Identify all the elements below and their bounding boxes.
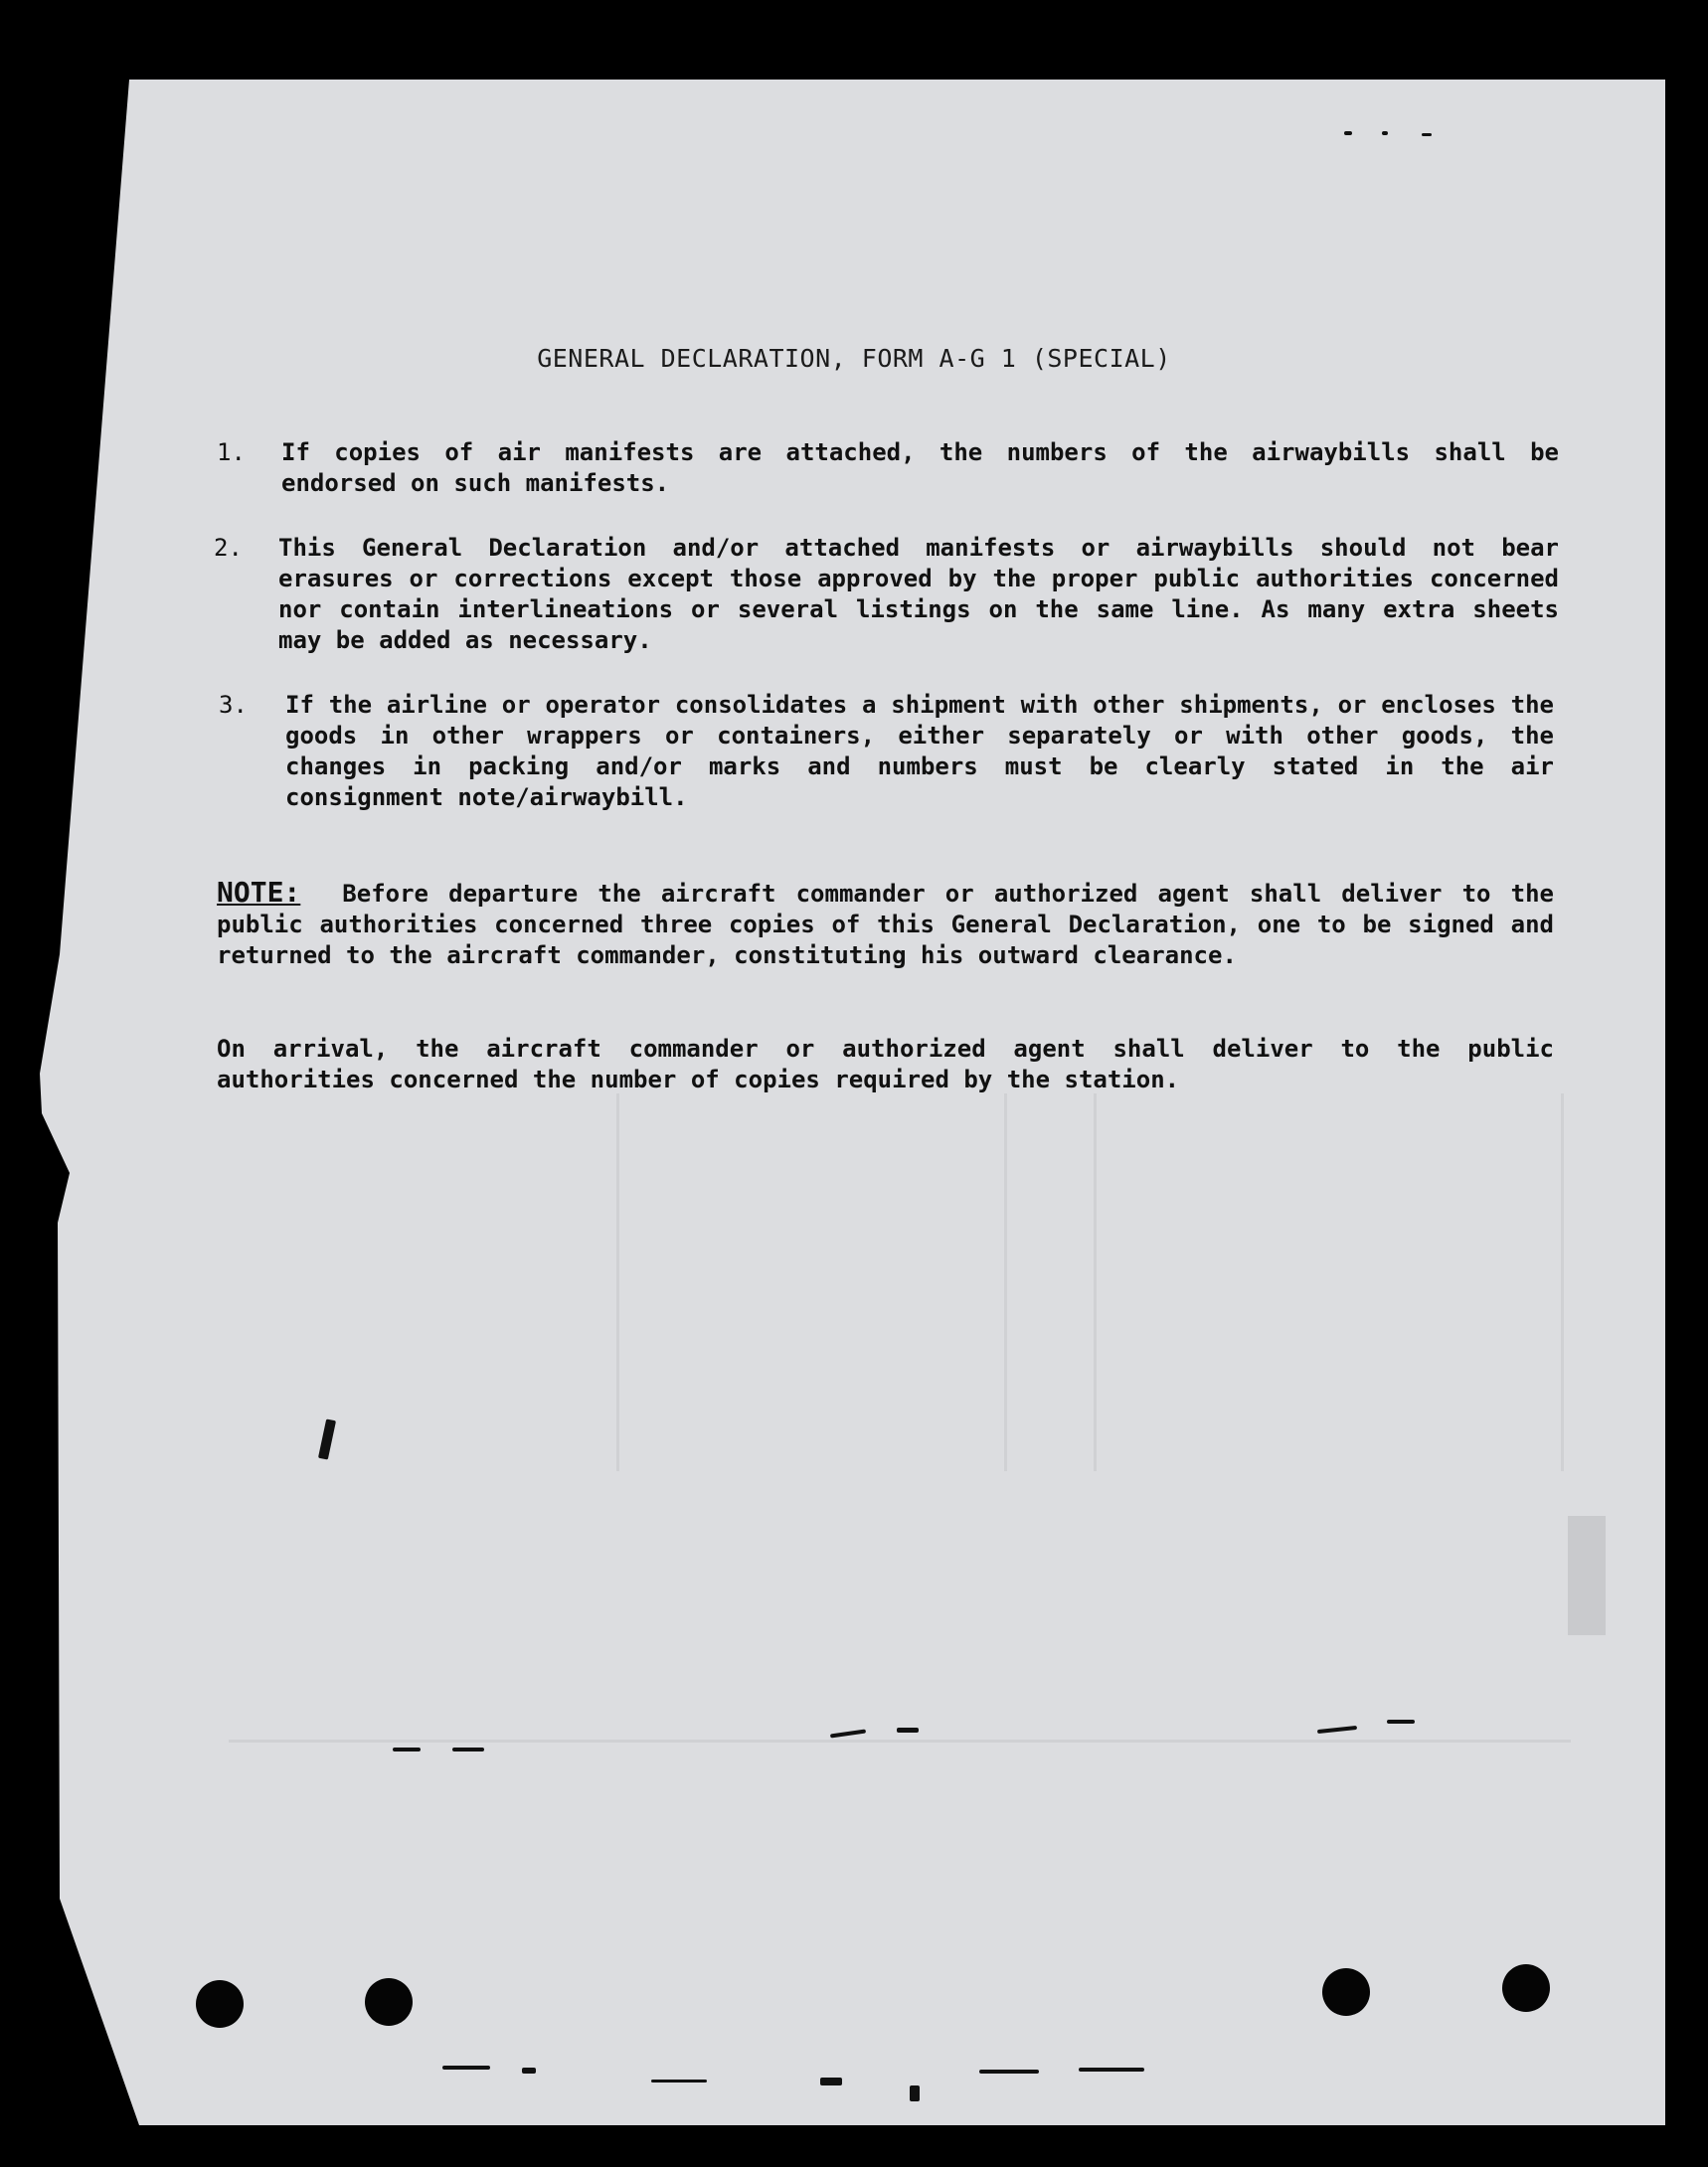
page-fold-shadow <box>1568 1516 1606 1635</box>
note-paragraph <box>217 877 1554 971</box>
list-item-text: If the airline or operator consolidates a shipment with other shipments, or encloses the goods in other wrappers or containers, either separately or with other goods, the changes in packing and/or marks and numbers must be clearly stated in the air consignment note/airwaybill. <box>285 691 1554 811</box>
list-item-text: This General Declaration and/or attached manifests or airwaybills should not bear erasures or corrections except those approved by the proper public authorities concerned nor contain interlineations or several listings on the same line. As many extra sheets may be added as necessary. <box>278 534 1559 654</box>
scan-speck <box>393 1748 421 1751</box>
scan-speck <box>522 2068 536 2074</box>
bleed-through-mark <box>1004 1093 1007 1471</box>
scan-speck <box>442 2066 490 2070</box>
scan-speck <box>1382 131 1388 135</box>
bleed-through-mark <box>1561 1093 1564 1471</box>
scan-speck <box>910 2085 920 2101</box>
scan-speck <box>1422 133 1432 136</box>
scan-speck <box>651 2080 707 2083</box>
arrival-paragraph: On arrival, the aircraft commander or authorized agent shall deliver to the public authorities concerned the number of copies required by the station. <box>217 1035 1554 1093</box>
list-item-number: 3. <box>219 691 248 719</box>
scan-speck <box>1079 2068 1144 2072</box>
punch-hole <box>1502 1964 1550 2012</box>
list-item-number: 1. <box>217 438 246 466</box>
scan-speck <box>1387 1720 1415 1724</box>
punch-hole <box>196 1980 244 2028</box>
scan-speck <box>979 2070 1039 2074</box>
page-title: GENERAL DECLARATION, FORM A-G 1 (SPECIAL) <box>537 344 1171 373</box>
bleed-through-mark <box>616 1093 619 1471</box>
bleed-through-mark <box>229 1740 1571 1743</box>
note-label: NOTE: <box>217 876 301 909</box>
scan-speck <box>452 1748 484 1751</box>
punch-hole <box>365 1978 413 2026</box>
scan-speck <box>820 2078 842 2085</box>
list-item-number: 2. <box>214 534 243 562</box>
punch-hole <box>1322 1968 1370 2016</box>
bleed-through-mark <box>1094 1093 1097 1471</box>
scan-speck <box>1344 131 1352 135</box>
scan-speck <box>897 1728 919 1733</box>
list-item-text: If copies of air manifests are attached, the numbers of the airwaybills shall be endorsed on such manifests. <box>281 438 1559 497</box>
document-page <box>40 80 1665 2125</box>
note-text: Before departure the aircraft commander or authorized agent shall deliver to the public authorities concerned three copies of this General Declaration, one to be signed and returned to the aircraft commander, constituting his outward clearance. <box>217 880 1554 969</box>
